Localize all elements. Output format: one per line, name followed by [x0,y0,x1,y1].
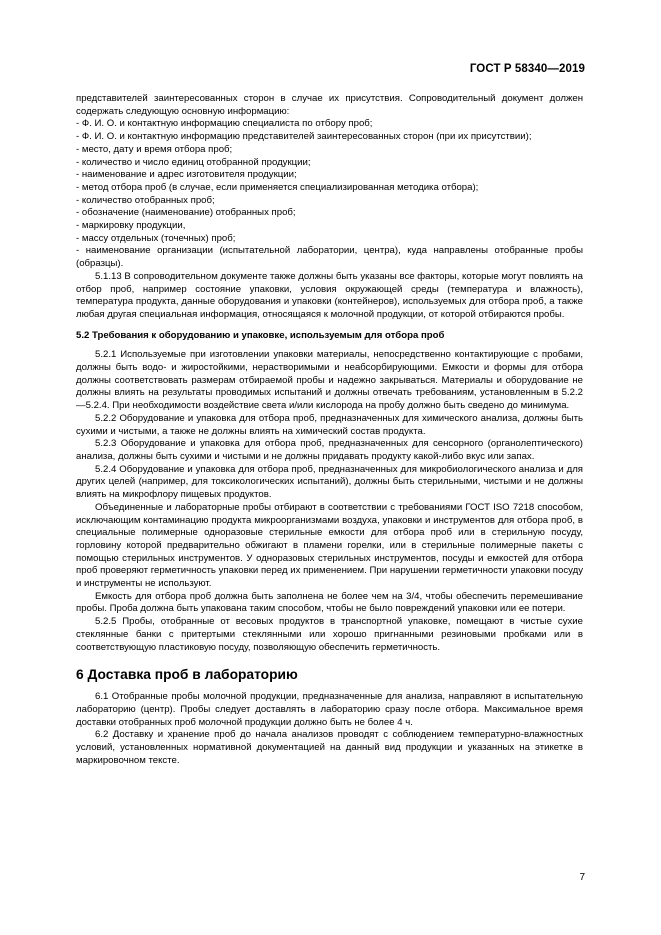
accompanying-document-list [76,118,583,270]
page-body [76,93,583,767]
paragraph-combined-samples: Объединенные и лабораторные пробы отбирают в соответствии с требованиями ГОСТ ISO 7218 способом, исключающим контаминацию продукта микроорганизмами воздуха, упаковки и инструментов для отбора проб, в специальные полимерные одноразовые стерильные емкости для отбора проб или в стерильную посуду, горловину которой предварительно обжигают в пламени горелки, или в стерильные полимерные пакеты с помощью стерильных инструментов. У одноразовых стерильных инструментов, посуды и емкостей для отбора проб проверяют герметичность упаковки перед их применением. При нарушении герметичности упаковки посуду и инструменты не используют. [76,501,583,590]
section-6-title: 6 Доставка проб в лабораторию [76,667,298,683]
list-item: - метод отбора проб (в случае, если применяется специализированная методика отбора); [76,182,583,195]
paragraph-5-1-13: 5.1.13 В сопроводительном документе также должны быть указаны все факторы, которые могут повлиять на отбор проб, например состояние упаковки, условия окружающей среды (температура и влажность), температура продукта, данные оборудования и упаковки (контейнеров), используемых для отбора проб, а также любая другая специальная информация, относящаяся к молочной продукции, от которой отбираются пробы. [76,270,583,320]
paragraph-5-2-2: 5.2.2 Оборудование и упаковка для отбора проб, предназначенных для химического анализа, должны быть сухими и чистыми, а также не должны влиять на химический состав продукта. [76,412,583,437]
paragraph-5-2-4: 5.2.4 Оборудование и упаковка для отбора проб, предназначенных для микробиологического анализа и для других целей (например, для токсикологических испытаний), должны быть стерильными, чистыми и не должны влиять на микрофлору пищевых продуктов. [76,463,583,501]
list-item: - количество и число единиц отобранной продукции; [76,157,583,170]
paragraph-5-2-3: 5.2.3 Оборудование и упаковка для отбора проб, предназначенных для сенсорного (органолептического) анализа, должны быть сухими и чистыми и не должны придавать продукту какой-либо вкус или запах. [76,438,583,462]
list-item: - обозначение (наименование) отобранных проб; [76,207,583,220]
standard-number-header: ГОСТ Р 58340—2019 [469,63,585,75]
page-number: 7 [579,872,585,883]
intro-paragraph: представителей заинтересованных сторон в случае их присутствия. Сопроводительный документ должен содержать следующую основную информацию: [76,93,583,117]
paragraph-6-1: 6.1 Отобранные пробы молочной продукции, предназначенные для анализа, направляют в испытательную лабораторию (центр). Пробы следует доставлять в лабораторию сразу после отбора. Максимальное время доставки отобранных проб молочной продукции должно быть не более 4 ч. [76,691,583,728]
list-item: - массу отдельных (точечных) проб; [76,233,583,246]
list-item: - Ф. И. О. и контактную информацию представителей заинтересованных сторон (при их присутствии); [76,131,583,144]
subsection-heading-5-2: 5.2 Требования к оборудованию и упаковке, используемым для отбора проб [76,329,445,341]
list-item: - Ф. И. О. и контактную информацию специалиста по отбору проб; [76,118,583,131]
paragraph-5-2-5: 5.2.5 Пробы, отобранные от весовых продуктов в транспортной упаковке, помещают в чистые сухие стеклянные банки с притертыми стеклянными или хорошо пригнанными резиновыми пробками или в соответствующую пластиковую посуду, позволяющую обеспечить герметичность. [76,616,583,653]
list-item: - наименование и адрес изготовителя продукции; [76,169,583,182]
paragraph-5-2-1: 5.2.1 Используемые при изготовлении упаковки материалы, непосредственно контактирующие с пробами, должны быть водо- и жиростойкими, нерастворимыми и неабсорбирующими. Емкости и формы для отбора должны соответствовать размерам отбираемой пробы и надежно закрываться. Материалы и оборудование не должны влиять на результаты проводимых испытаний и должны отвечать требованиям, установленным в 5.2.2—5.2.4. При необходимости воздействие света и/или кислорода на пробу должно быть сведено до минимума. [76,349,583,412]
list-item: - количество отобранных проб; [76,195,583,208]
list-item: - наименование организации (испытательной лаборатории, центра), куда направлены отобранные пробы (образцы). [76,245,583,270]
paragraph-6-2: 6.2 Доставку и хранение проб до начала анализов проводят с соблюдением температурно-влажностных условий, установленных нормативной документацией на данный вид продукции и указанных на этикетке в маркировочном тексте. [76,729,583,766]
paragraph-container-capacity: Емкость для отбора проб должна быть заполнена не более чем на 3/4, чтобы обеспечить перемешивание пробы. Проба должна быть упакована таким способом, чтобы не было повреждений упаковки или ее потери. [76,590,583,615]
list-item: - маркировку продукции, [76,220,583,233]
list-item: - место, дату и время отбора проб; [76,144,583,157]
